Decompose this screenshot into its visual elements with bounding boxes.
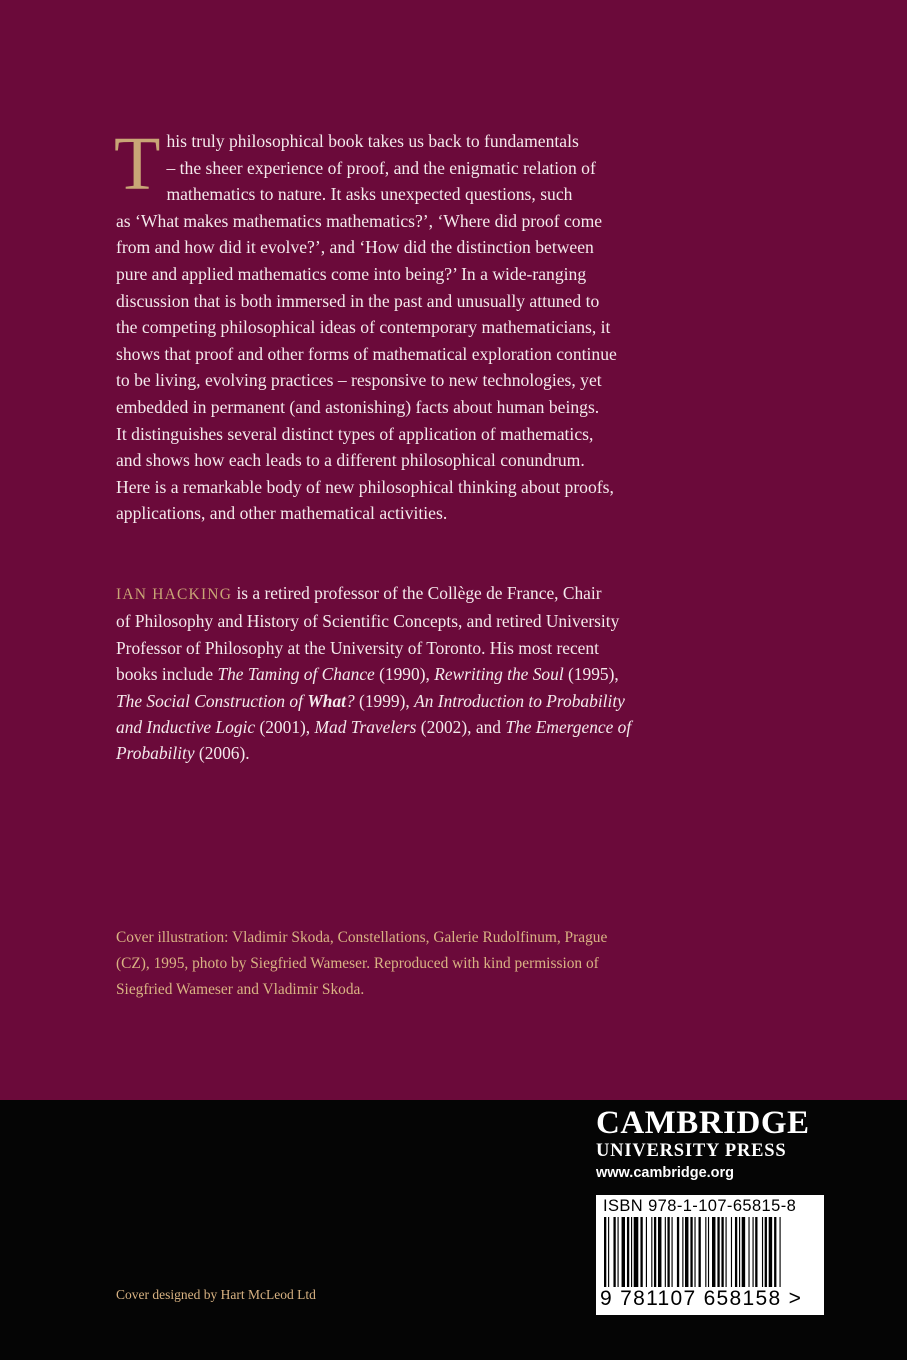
book-title: ? [345, 690, 355, 711]
credit-line: Cover illustration: Vladimir Skoda, Constellations, Galerie Rudolfinum, Prague [116, 929, 608, 946]
bio-year: (1995), [563, 664, 619, 685]
blurb-line: pure and applied mathematics come into being?’ In a wide-ranging [116, 263, 587, 284]
credit-line: Siegfried Wameser and Vladimir Skoda. [116, 981, 365, 998]
book-title: The Taming of Chance [217, 664, 375, 685]
book-title: Probability [116, 743, 195, 764]
book-title: The Emergence of [505, 717, 632, 738]
publisher-logo [596, 1104, 826, 1183]
bio-line: of Philosophy and History of Scientific Concepts, and retired University [116, 611, 620, 632]
book-title: An Introduction to Probability [414, 690, 625, 711]
author-name: IAN HACKING [116, 586, 233, 603]
blurb-line: and shows how each leads to a different philosophical conundrum. [116, 450, 585, 471]
blurb-line: applications, and other mathematical activities. [116, 503, 448, 524]
bio-line: Professor of Philosophy at the University of Toronto. His most recent [116, 637, 599, 658]
blurb-line: the competing philosophical ideas of contemporary mathematicians, it [116, 317, 611, 338]
book-title: Mad Travelers [314, 717, 417, 738]
blurb-line: to be living, evolving practices – responsive to new technologies, yet [116, 370, 602, 391]
cover-illustration-credit [116, 925, 696, 1003]
credit-line: (CZ), 1995, photo by Siegfried Wameser. Reproduced with kind permission of [116, 955, 599, 972]
bio-line [116, 740, 688, 766]
blurb-line: embedded in permanent (and astonishing) facts about human beings. [116, 396, 600, 417]
bio-line [116, 688, 688, 714]
author-bio [116, 580, 688, 767]
blurb-line: Here is a remarkable body of new philosophical thinking about proofs, [116, 476, 614, 497]
blurb-line: from and how did it evolve?’, and ‘How did the distinction between [116, 237, 594, 258]
bio-year: (1990), [374, 664, 435, 685]
bio-year: (1999), [354, 690, 415, 711]
blurb-line: as ‘What makes mathematics mathematics?’, ‘Where did proof come [116, 210, 603, 231]
bio-line [116, 714, 688, 740]
ean-number: 9 781107 658158 > [600, 1287, 803, 1310]
isbn-number: ISBN 978-1-107-65815-8 [603, 1197, 797, 1215]
book-title: The Social Construction of [116, 690, 308, 711]
book-title: Rewriting the Soul [434, 664, 564, 685]
publisher-url: www.cambridge.org [596, 1165, 735, 1181]
bio-year: (2002), and [416, 717, 506, 738]
blurb-line: mathematics to nature. It asks unexpected questions, such [166, 184, 573, 205]
blurb-line: – the sheer experience of proof, and the enigmatic relation of [166, 157, 596, 178]
blurb-line: It distinguishes several distinct types of application of mathematics, [116, 423, 594, 444]
publisher-press: UNIVERSITY PRESS [596, 1141, 787, 1161]
cover-designer-credit: Cover designed by Hart McLeod Ltd [116, 1287, 316, 1302]
bio-line [116, 580, 688, 608]
bio-year: (2006). [194, 743, 250, 764]
bio-text: is a retired professor of the Collège de France, Chair [232, 583, 602, 603]
barcode-bars [602, 1217, 818, 1289]
bio-line [116, 661, 688, 687]
blurb-text [114, 122, 688, 527]
blurb-line: shows that proof and other forms of mathematical exploration continue [116, 343, 617, 364]
blurb-line: his truly philosophical book takes us back to fundamentals [166, 131, 579, 151]
bio-text: books include [116, 664, 218, 685]
book-title-emphasis: What [307, 690, 346, 711]
publisher-name: CAMBRIDGE [596, 1105, 810, 1141]
drop-cap: T [114, 122, 161, 206]
isbn-barcode [596, 1195, 824, 1315]
bio-year: (2001), [255, 717, 315, 738]
blurb-line: discussion that is both immersed in the past and unusually attuned to [116, 290, 600, 311]
book-title: and Inductive Logic [116, 717, 256, 738]
